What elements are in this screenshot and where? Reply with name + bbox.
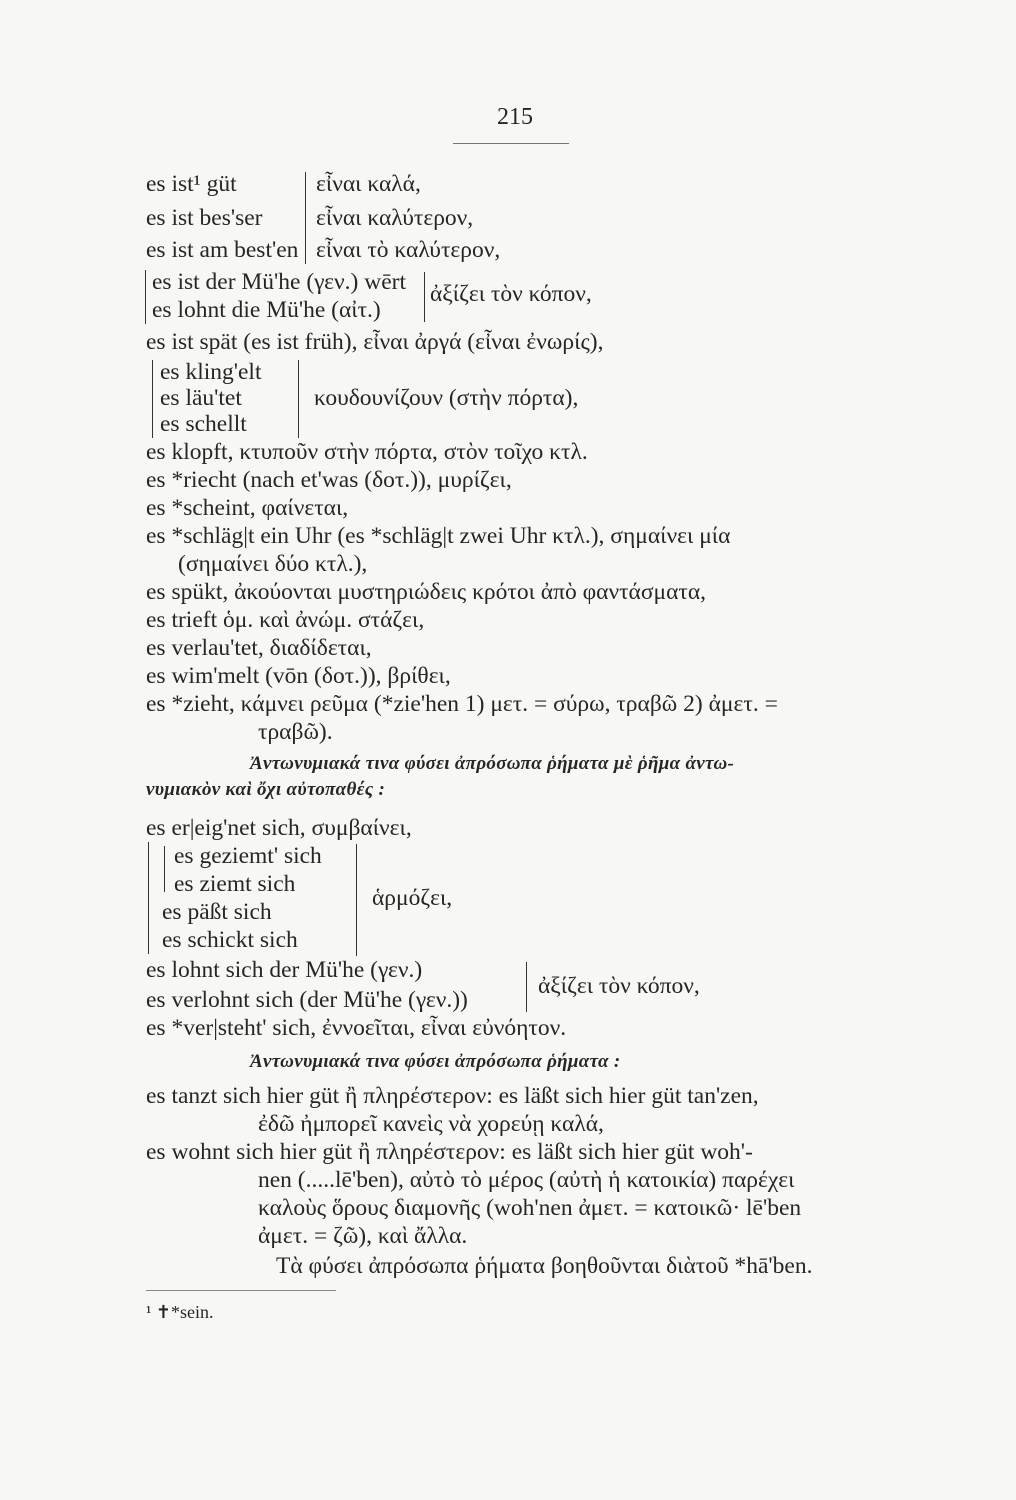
text-line: es ziemt sich bbox=[174, 871, 296, 897]
text-line: es *zieht, κάμνει ρεῦμα (*zie'hen 1) μετ. = σύρω, τραβῶ 2) ἀμετ. = bbox=[146, 691, 778, 717]
bracket-bar bbox=[356, 844, 357, 956]
text-line: εἶναι τὸ καλύτερον, bbox=[316, 237, 501, 263]
section-heading: νυμιακὸν καὶ ὄχι αὐτοπαθές : bbox=[146, 779, 386, 800]
section-heading: Ἀντωνυμιακά τινα φύσει ἀπρόσωπα ῥήματα : bbox=[250, 1051, 621, 1072]
text-line: es ist der Mü'he (γεν.) wērt bbox=[152, 269, 406, 295]
page-number: 215 bbox=[497, 104, 533, 130]
section-heading: Ἀντωνυμιακά τινα φύσει ἀπρόσωπα ῥήματα μὲ ῥῆμα ἀντω- bbox=[250, 753, 735, 774]
text-line: es er|eig'net sich, συμβαίνει, bbox=[146, 815, 412, 841]
text-line: es spükt, ἀκούονται μυστηριώδεις κρότοι ἀπὸ φαντάσματα, bbox=[146, 579, 707, 605]
text-line: es *ver|steht' sich, ἐννοεῖται, εἶναι εὐνόητον. bbox=[146, 1015, 567, 1041]
text-line: κουδουνίζουν (στὴν πόρτα), bbox=[314, 385, 579, 411]
bracket-bar bbox=[164, 846, 165, 892]
bracket-bar bbox=[145, 270, 146, 324]
text-line: es verlau'tet, διαδίδεται, bbox=[146, 635, 372, 661]
text-line: (σημαίνει δύο κτλ.), bbox=[178, 551, 368, 577]
text-line: es trieft ὁμ. καὶ ἀνώμ. στάζει, bbox=[146, 607, 425, 633]
text-line: es wohnt sich hier güt ἢ πληρέστερον: es läßt sich hier güt woh'- bbox=[146, 1139, 753, 1165]
text-line: es ist¹ güt bbox=[146, 171, 237, 197]
bracket-bar bbox=[424, 272, 425, 322]
text-line: εἶναι καλά, bbox=[316, 171, 421, 197]
text-line: es lohnt die Mü'he (αἰτ.) bbox=[152, 297, 381, 323]
text-line: es läu'tet bbox=[160, 385, 242, 411]
text-line: es tanzt sich hier güt ἢ πληρέστερον: es läßt sich hier güt tan'zen, bbox=[146, 1083, 759, 1109]
text-line: es *riecht (nach et'was (δοτ.)), μυρίζει, bbox=[146, 467, 512, 493]
bracket-bar bbox=[526, 962, 527, 1012]
bracket-bar bbox=[305, 172, 306, 264]
text-line: es ist am best'en bbox=[146, 237, 299, 263]
text-line: es schickt sich bbox=[162, 927, 298, 953]
text-line: ἐδῶ ἠμπορεῖ κανεὶς νὰ χορεύῃ καλά, bbox=[258, 1111, 604, 1137]
text-line: es ist spät (es ist früh), εἶναι ἀργά (εἶναι ἐνωρίς), bbox=[146, 329, 604, 355]
text-line: es schellt bbox=[160, 411, 247, 437]
text-line: es geziemt' sich bbox=[174, 843, 322, 869]
text-line: es ist bes'ser bbox=[146, 205, 263, 231]
text-line: es lohnt sich der Mü'he (γεν.) bbox=[146, 957, 423, 983]
bracket-bar bbox=[298, 360, 299, 438]
text-line: es *schläg|t ein Uhr (es *schläg|t zwei Uhr κτλ.), σημαίνει μία bbox=[146, 523, 731, 549]
text-line: καλοὺς ὅρους διαμονῆς (woh'nen ἀμετ. = κατοικῶ· lē'ben bbox=[258, 1195, 802, 1221]
text-line: Τὰ φύσει ἀπρόσωπα ῥήματα βοηθοῦνται διὰτοῦ *hā'ben. bbox=[276, 1253, 813, 1279]
text-line: ἀξίζει τὸν κόπον, bbox=[430, 281, 592, 307]
text-line: ἀμετ. = ζῶ), καὶ ἄλλα. bbox=[258, 1223, 468, 1249]
text-line: ἁρμόζει, bbox=[372, 885, 453, 911]
bracket-bar bbox=[148, 842, 149, 954]
text-line: es verlohnt sich (der Mü'he (γεν.)) bbox=[146, 987, 468, 1013]
footnote: ¹ ✝*sein. bbox=[146, 1302, 214, 1322]
page-number-rule bbox=[453, 143, 569, 144]
text-line: es kling'elt bbox=[160, 359, 262, 385]
text-line: es päßt sich bbox=[162, 899, 272, 925]
bracket-bar bbox=[152, 360, 153, 438]
text-line: es *scheint, φαίνεται, bbox=[146, 495, 349, 521]
text-line: εἶναι καλύτερον, bbox=[316, 205, 474, 231]
text-line: es wim'melt (vōn (δοτ.)), βρίθει, bbox=[146, 663, 451, 689]
footnote-rule bbox=[146, 1290, 336, 1291]
text-line: es klopft, κτυποῦν στὴν πόρτα, στὸν τοῖχο κτλ. bbox=[146, 439, 588, 465]
text-line: ἀξίζει τὸν κόπον, bbox=[538, 973, 700, 999]
text-line: τραβῶ). bbox=[258, 719, 333, 745]
text-line: nen (.....lē'ben), αὐτὸ τὸ μέρος (αὐτὴ ἡ κατοικία) παρέχει bbox=[258, 1167, 795, 1193]
